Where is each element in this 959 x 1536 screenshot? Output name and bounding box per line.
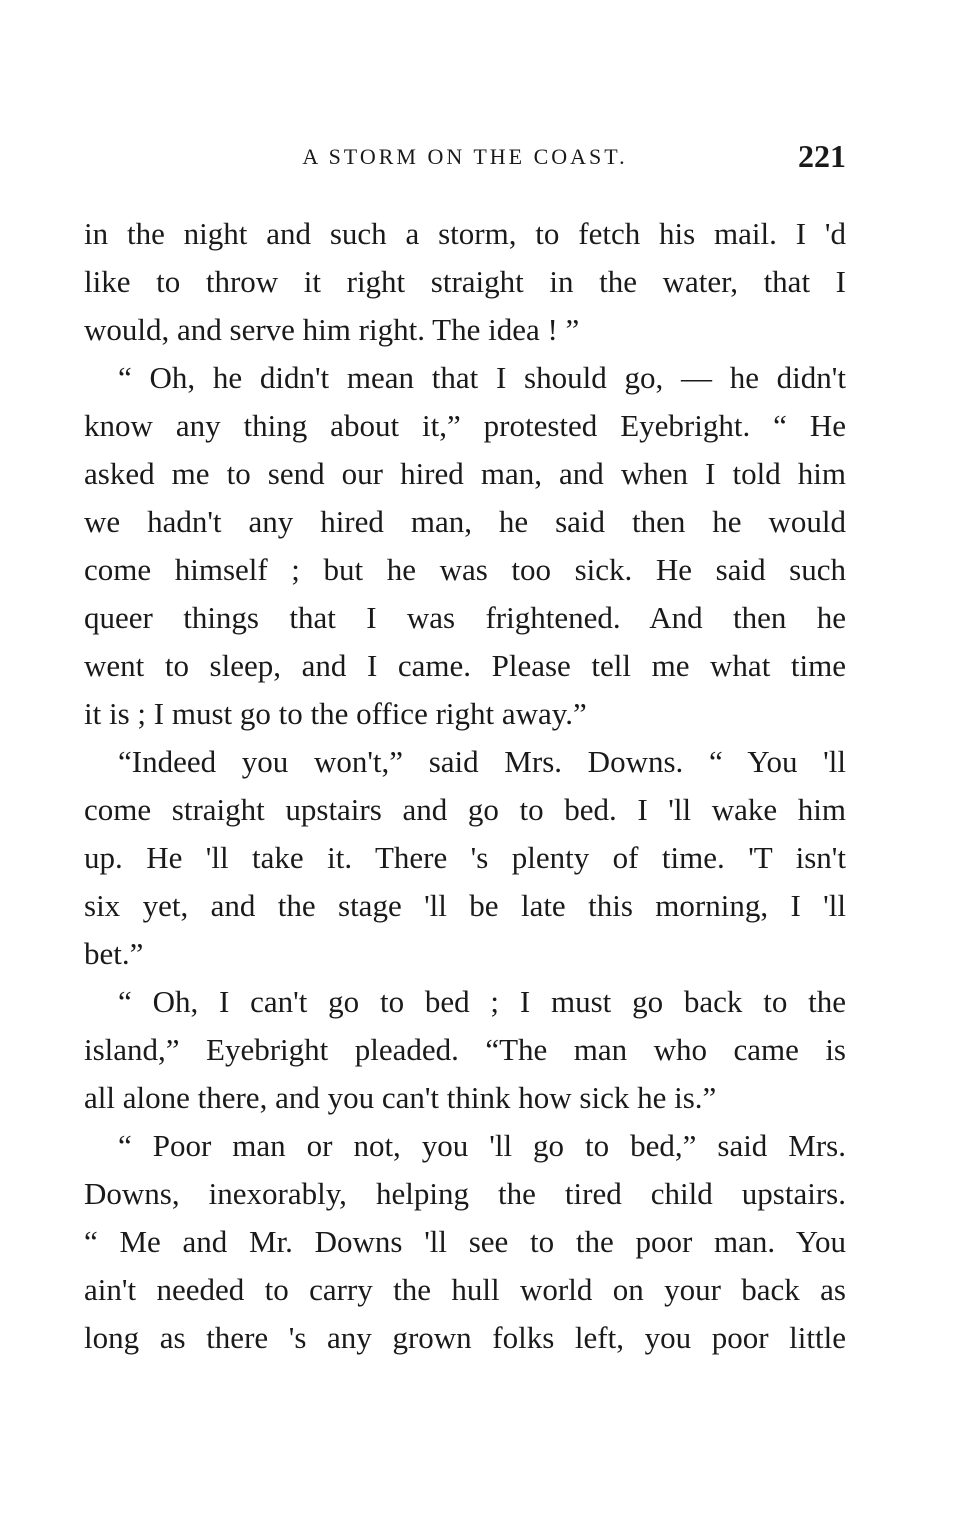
body-text xyxy=(84,210,846,1362)
text-line: ain't needed to carry the hull world on your back as xyxy=(84,1272,846,1307)
text-line: up. He 'll take it. There 's plenty of time. 'T isn't xyxy=(84,840,846,875)
text-line: six yet, and the stage 'll be late this morning, I 'll xyxy=(84,888,846,923)
text-line: queer things that I was frightened. And then he xyxy=(84,600,846,635)
text-line: went to sleep, and I came. Please tell me what time xyxy=(84,648,846,683)
text-line: know any thing about it,” protested Eyebright. “ He xyxy=(84,408,846,443)
text-line: we hadn't any hired man, he said then he would xyxy=(84,504,846,539)
text-line: “ Poor man or not, you 'll go to bed,” said Mrs. xyxy=(118,1128,846,1163)
page-number: 221 xyxy=(798,138,846,174)
text-line: come himself ; but he was too sick. He said such xyxy=(84,552,846,587)
text-line: Downs, inexorably, helping the tired child upstairs. xyxy=(84,1176,846,1211)
text-line: would, and serve him right. The idea ! ” xyxy=(84,312,580,347)
text-line: “ Me and Mr. Downs 'll see to the poor man. You xyxy=(84,1224,846,1259)
text-line: all alone there, and you can't think how sick he is.” xyxy=(84,1080,717,1115)
text-line: bet.” xyxy=(84,936,144,971)
text-line: in the night and such a storm, to fetch his mail. I 'd xyxy=(84,216,846,251)
running-head xyxy=(84,138,846,178)
text-line: asked me to send our hired man, and when I told him xyxy=(84,456,846,491)
running-title: A STORM ON THE COAST. xyxy=(302,144,628,169)
text-line: island,” Eyebright pleaded. “The man who came is xyxy=(84,1032,846,1067)
text-line: come straight upstairs and go to bed. I 'll wake him xyxy=(84,792,846,827)
text-line: like to throw it right straight in the water, that I xyxy=(84,264,846,299)
text-line: “ Oh, I can't go to bed ; I must go back to the xyxy=(118,984,846,1019)
text-line: long as there 's any grown folks left, you poor little xyxy=(84,1320,846,1355)
text-line: it is ; I must go to the office right away.” xyxy=(84,696,587,731)
text-line: “ Oh, he didn't mean that I should go, — he didn't xyxy=(118,360,846,395)
text-line: “Indeed you won't,” said Mrs. Downs. “ You 'll xyxy=(118,744,846,779)
